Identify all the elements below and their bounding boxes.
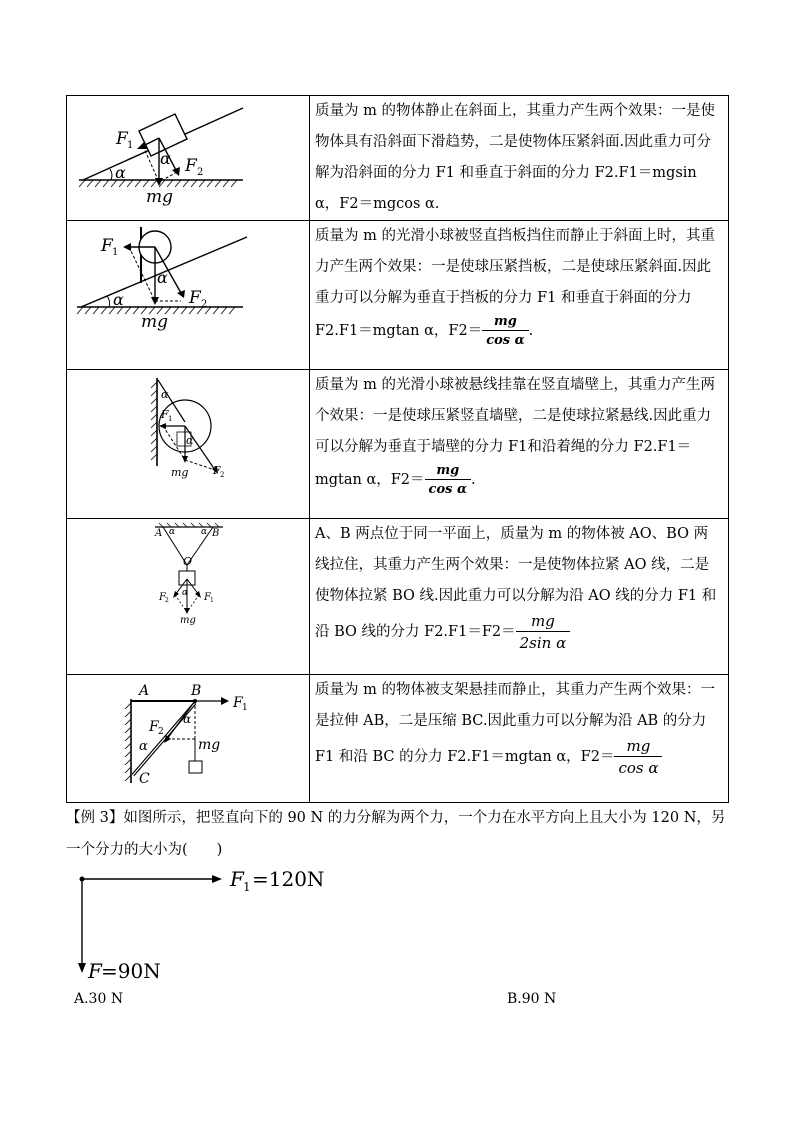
- figure-cell-ball-baffle: [67, 221, 310, 370]
- f1-label: F: [116, 129, 128, 149]
- two-strings-diagram: [67, 519, 309, 674]
- fraction-numerator: mg: [436, 463, 460, 478]
- table-row: [67, 675, 729, 803]
- f2-label: F: [185, 156, 197, 176]
- incline-block-diagram: [67, 96, 309, 217]
- description-cell: [310, 96, 729, 221]
- figure-cell-two-strings: [67, 519, 310, 675]
- f1-label: F: [204, 592, 211, 603]
- f1-label: F: [161, 408, 169, 421]
- f1-subscript: 1: [242, 703, 248, 713]
- f1-value: =120N: [252, 867, 325, 891]
- mg-label: mg: [198, 737, 221, 753]
- alpha-label: α: [160, 149, 171, 168]
- f1-label: F: [101, 236, 113, 256]
- table-row: [67, 370, 729, 519]
- row-text: 质量为 m 的光滑小球被悬线挂靠在竖直墙壁上，其重力产生两个效果：一是使球压紧竖直墙壁，二是使球拉紧悬线.因此重力可以分解为垂直于墙壁的分力 F1和沿着绳的分力 F2.F1＝mgtan α，F2＝: [315, 377, 715, 488]
- alpha-label: α: [113, 290, 124, 309]
- point-b-label: B: [212, 528, 220, 539]
- force-decomposition-table: [66, 95, 729, 803]
- f-label: F: [88, 959, 102, 983]
- figure-cell-ball-wall: [67, 370, 310, 519]
- f2-subscript: 2: [165, 597, 169, 604]
- alpha-label: α: [115, 163, 126, 182]
- alpha-label: α: [201, 527, 208, 537]
- description-cell: [310, 221, 729, 370]
- alpha-label: α: [183, 712, 192, 726]
- alpha-label: α: [161, 388, 169, 401]
- alpha-label: α: [157, 268, 168, 287]
- fraction-numerator: mg: [531, 612, 555, 630]
- point-b-label: B: [191, 683, 202, 699]
- formula-fraction: [425, 463, 471, 497]
- f1-subscript: 1: [112, 247, 119, 258]
- mg-label: mg: [146, 187, 174, 207]
- f1-subscript: 1: [127, 140, 134, 151]
- ball-baffle-diagram: [67, 221, 309, 369]
- description-cell: [310, 370, 729, 519]
- fraction-denominator: cos α: [425, 479, 471, 497]
- point-a-label: A: [155, 528, 163, 539]
- row-tail: .: [528, 323, 534, 339]
- f2-subscript: 2: [158, 727, 164, 737]
- f1-label: F: [230, 867, 244, 891]
- alpha-label: α: [169, 527, 176, 537]
- formula-fraction: [614, 737, 662, 777]
- f1-subscript: 1: [168, 415, 173, 423]
- mg-label: mg: [171, 466, 189, 479]
- point-c-label: C: [139, 771, 150, 787]
- f2-subscript: 2: [197, 167, 204, 178]
- alpha-label: α: [186, 434, 194, 447]
- example-3-question: 【例 3】如图所示，把竖直向下的 90 N 的力分解为两个力，一个力在水平方向上且大小为 120 N，另一个分力的大小为( ): [66, 810, 726, 858]
- fraction-denominator: 2sin α: [516, 631, 571, 652]
- f-value: =90N: [101, 959, 161, 983]
- mg-label: mg: [180, 615, 196, 626]
- table-row: [67, 519, 729, 675]
- figure-cell-incline-block: [67, 96, 310, 221]
- f2-subscript: 2: [220, 471, 225, 479]
- f1-label: F: [233, 695, 243, 711]
- mg-label: mg: [141, 312, 169, 332]
- row-text: A、B 两点位于同一平面上，质量为 m 的物体被 AO、BO 两线拉住，其重力产生两个效果：一是使物体拉紧 AO 线，二是使物体拉紧 BO 线.因此重力可以分解为沿 AO 线的分力 F1 和沿 BO 线的分力 F2.F1＝F2＝: [315, 526, 717, 640]
- alpha-label: α: [139, 739, 148, 754]
- row-text: 质量为 m 的光滑小球被竖直挡板挡住而静止于斜面上时，其重力产生两个效果：一是使球压紧挡板，二是使球压紧斜面.因此重力可以分解为垂直于挡板的分力 F1 和垂直于斜面的分力 F2.F1＝mgtan α，F2＝: [315, 228, 715, 339]
- formula-fraction: [516, 612, 571, 652]
- option-a[interactable]: A.30 N: [74, 991, 124, 1007]
- description-cell: [310, 519, 729, 675]
- row-text: 质量为 m 的物体静止在斜面上，其重力产生两个效果：一是使物体具有沿斜面下滑趋势，二是使物体压紧斜面.因此重力可分解为沿斜面的分力 F1 和垂直于斜面的分力 F2.F1＝mgsin α，F2＝mgcos α.: [315, 103, 715, 212]
- option-b[interactable]: B.90 N: [507, 991, 557, 1007]
- row-tail: .: [470, 472, 476, 488]
- point-o-label: O: [183, 555, 193, 568]
- fraction-denominator: cos α: [614, 756, 662, 777]
- formula-fraction: [482, 314, 528, 348]
- f1-subscript: 1: [210, 597, 214, 604]
- f1-subscript: 1: [243, 880, 251, 894]
- point-a-label: A: [139, 683, 150, 699]
- fraction-denominator: cos α: [482, 330, 528, 348]
- fraction-numerator: mg: [626, 737, 651, 755]
- f2-subscript: 2: [201, 299, 208, 310]
- description-cell: [310, 675, 729, 803]
- fraction-numerator: mg: [494, 314, 517, 329]
- ball-wall-diagram: [67, 370, 309, 518]
- figure-cell-bracket: [67, 675, 310, 803]
- table-row: [67, 96, 729, 221]
- f2-label: F: [189, 288, 201, 308]
- f2-label: F: [149, 719, 159, 735]
- f2-label: F: [159, 592, 166, 603]
- table-row: [67, 221, 729, 370]
- row-text: 质量为 m 的物体被支架悬挂而静止，其重力产生两个效果：一是拉伸 AB，二是压缩 BC.因此重力可以分解为沿 AB 的分力 F1 和沿 BC 的分力 F2.F1＝mgtan α，F2＝: [315, 682, 715, 765]
- bracket-diagram: [67, 675, 309, 802]
- example-3-force-diagram: [66, 864, 366, 984]
- f2-label: F: [213, 464, 221, 477]
- alpha-label: α: [182, 588, 189, 598]
